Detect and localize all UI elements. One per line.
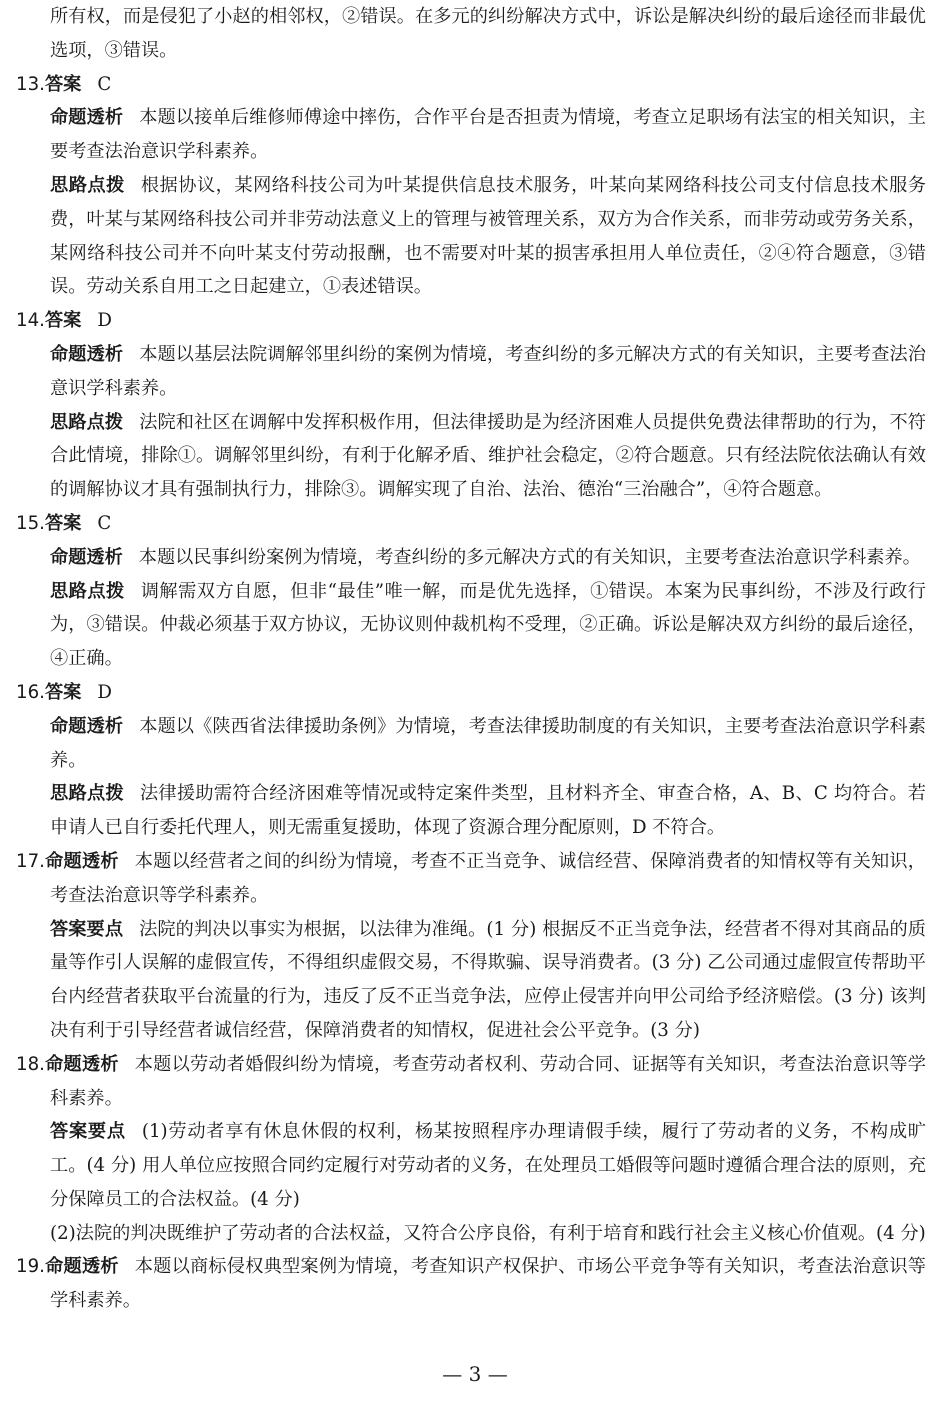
- answer-line-15: 15.答案 C: [16, 512, 112, 534]
- answer-line-16: 16.答案 D: [16, 681, 112, 703]
- paragraph: (2)法院的判决既维护了劳动者的合法权益，又符合公序良俗，有利于培育和践行社会主义核心价值观。(4 分): [50, 1222, 926, 1244]
- field-hint: 思路点拨 法律援助需符合经济困难等情况或特定案件类型，且材料齐全、审查合格，A、B、C 均符合。若申请人已自行委托代理人，则无需重复援助，体现了资源合理分配原则，D 不符合。: [50, 783, 926, 839]
- question-19-analysis: 19.命题透析 本题以商标侵权典型案例为情境，考查知识产权保护、市场公平竞争等有关知识，考查法治意识等学科素养。: [16, 1256, 926, 1312]
- question-18-analysis: 18.命题透析 本题以劳动者婚假纠纷为情境，考查劳动者权利、劳动合同、证据等有关知识，考查法治意识等学科素养。: [16, 1053, 926, 1109]
- question-17-analysis: 17.命题透析 本题以经营者之间的纠纷为情境，考查不正当竞争、诚信经营、保障消费者的知情权等有关知识，考查法治意识等学科素养。: [16, 850, 926, 906]
- field-analysis: 命题透析 本题以《陕西省法律援助条例》为情境，考查法律援助制度的有关知识，主要考查法治意识学科素养。: [50, 715, 926, 771]
- answer-line-13: 13.答案 C: [16, 73, 112, 95]
- paragraph: 所有权，而是侵犯了小赵的相邻权，②错误。在多元的纠纷解决方式中，诉讼是解决纠纷的最后途径而非最优选项，③错误。: [50, 6, 926, 61]
- field-hint: 思路点拨 根据协议，某网络科技公司为叶某提供信息技术服务，叶某向某网络科技公司支付信息技术服务费，叶某与某网络科技公司并非劳动法意义上的管理与被管理关系，双方为合作关系，而非劳动或劳务关系，某网络科技公司并不向叶某支付劳动报酬，也不需要对叶某的损害承担用人单位责任，②④符合题意，③错误。劳动关系自用工之日起建立，①表述错误。: [50, 174, 926, 298]
- page-number: — 3 —: [442, 1362, 508, 1386]
- answer-line-14: 14.答案 D: [16, 310, 112, 332]
- field-analysis: 命题透析 本题以基层法院调解邻里纠纷的案例为情境，考查纠纷的多元解决方式的有关知识，主要考查法治意识学科素养。: [50, 343, 926, 399]
- field-hint: 思路点拨 调解需双方自愿，但非“最佳”唯一解，而是优先选择，①错误。本案为民事纠纷，不涉及行政行为，③错误。仲裁必须基于双方协议，无协议则仲裁机构不受理，②正确。诉讼是解决双方纠纷的最后途径，④正确。: [50, 580, 926, 670]
- field-key-points: 答案要点 (1)劳动者享有休息休假的权利，杨某按照程序办理请假手续，履行了劳动者的义务，不构成旷工。(4 分) 用人单位应按照合同约定履行对劳动者的义务，在处理员工婚假等问题时遵循合理合法的原则，充分保障员工的合法权益。(4 分): [50, 1121, 926, 1210]
- field-hint: 思路点拨 法院和社区在调解中发挥积极作用，但法律援助是为经济困难人员提供免费法律帮助的行为，不符合此情境，排除①。调解邻里纠纷，有利于化解矛盾、维护社会稳定，②符合题意。只有经法院依法确认有效的调解协议才具有强制执行力，排除③。调解实现了自治、法治、德治“三治融合”，④符合题意。: [50, 411, 926, 501]
- field-key-points: 答案要点 法院的判决以事实为根据，以法律为准绳。(1 分) 根据反不正当竞争法，经营者不得对其商品的质量等作引人误解的虚假宣传，不得组织虚假交易，不得欺骗、误导消费者。(3 分) 乙公司通过虚假宣传帮助平台内经营者获取平台流量的行为，违反了反不正当竞争法，应停止侵害并向甲公司给予经济赔偿。(3 分) 该判决有利于引导经营者诚信经营，保障消费者的知情权，促进社会公平竞争。(3 分): [50, 918, 926, 1041]
- field-analysis: 命题透析 本题以民事纠纷案例为情境，考查纠纷的多元解决方式的有关知识，主要考查法治意识学科素养。: [50, 546, 921, 568]
- field-analysis: 命题透析 本题以接单后维修师傅途中摔伤，合作平台是否担责为情境，考查立足职场有法宝的相关知识，主要考查法治意识学科素养。: [50, 107, 926, 163]
